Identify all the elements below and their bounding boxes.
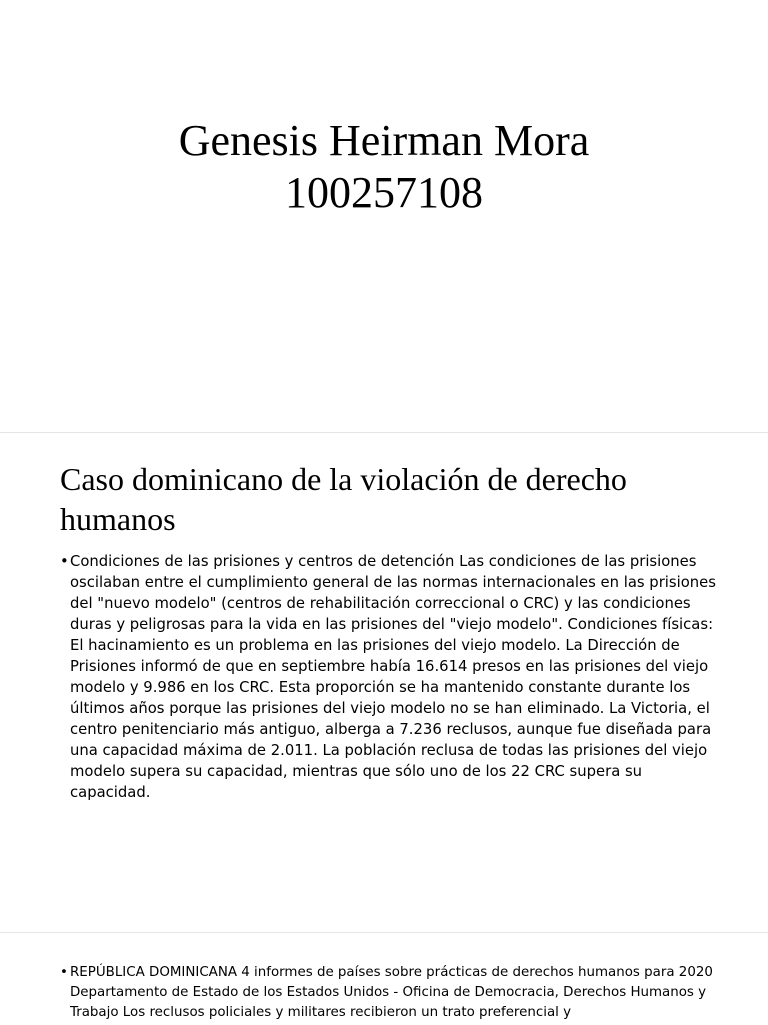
bullet-text: REPÚBLICA DOMINICANA 4 informes de países sobre prácticas de derechos humanos para 2020 Departamento de Estado de los Estados Unidos - Oficina de Democracia, Derechos Humanos y Trabajo Los reclusos policiales y militares recibieron un trato preferencial y (70, 965, 713, 1020)
author-name: Genesis Heirman Mora (178, 116, 590, 165)
bullet-item (60, 963, 720, 1023)
bullet-text: Condiciones de las prisiones y centros de detención Las condiciones de las prisiones oscilaban entre el cumplimiento general de las normas internacionales en las prisiones del "nuevo modelo" (centros de rehabilitación correccional o CRC) y las condiciones duras y peligrosas para la vida en las prisiones del "viejo modelo". Condiciones físicas: El hacinamiento es un problema en las prisiones del viejo modelo. La Dirección de Prisiones informó de que en septiembre había 16.614 presos en las prisiones del viejo modelo y 9.986 en los CRC. Esta proporción se ha mantenido constante durante los últimos años porque las prisiones del viejo modelo no se han eliminado. La Victoria, el centro penitenciario más antiguo, alberga a 7.236 reclusos, aunque fue diseñada para una capacidad máxima de 2.011. La población reclusa de todas las prisiones del viejo modelo supera su capacidad, mientras que sólo uno de los 22 CRC supera su capacidad. (70, 553, 716, 801)
bullet-icon: • (60, 965, 68, 980)
content-slide (0, 432, 768, 933)
partial-slide (0, 932, 768, 1025)
title-slide (0, 0, 768, 432)
student-id: 100257108 (285, 168, 483, 217)
slide-heading: Caso dominicano de la violación de derecho humanos (60, 461, 627, 537)
bullet-item (60, 551, 720, 803)
bullet-icon: • (60, 553, 69, 570)
